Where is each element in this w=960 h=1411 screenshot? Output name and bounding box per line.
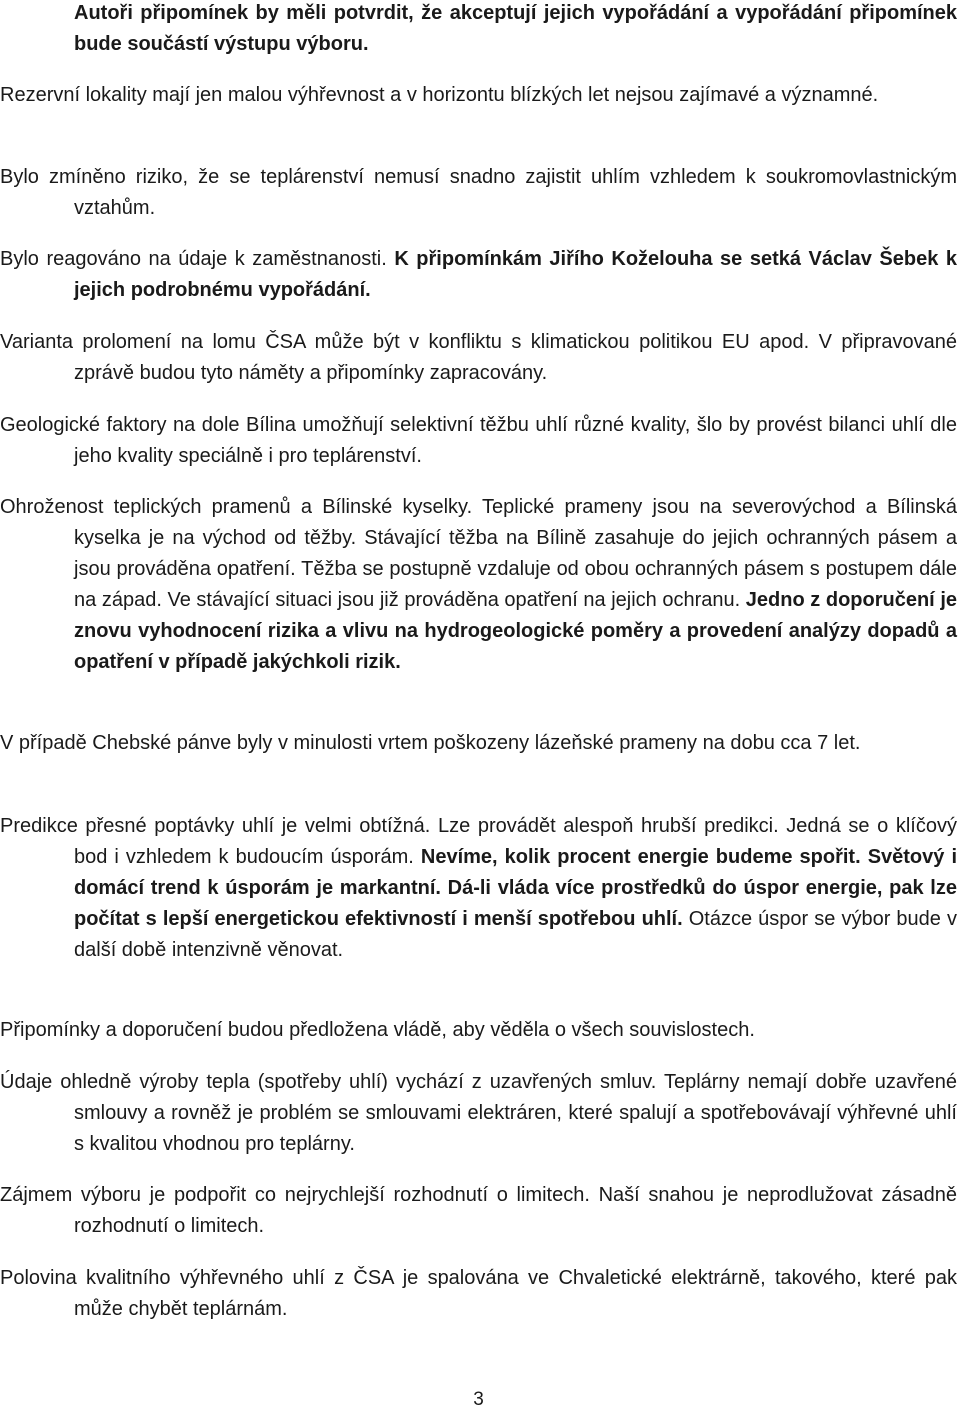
paragraph-reserve-localities (0, 80, 957, 111)
paragraph-text: Připomínky a doporučení budou předložena vládě, aby věděla o všech souvislostech. (0, 1019, 755, 1041)
paragraph-springs-threat (0, 492, 957, 678)
paragraph-employment (0, 244, 957, 306)
paragraph-text: Otázce úspor se výbor bude v další době intenzivně věnovat. (74, 908, 957, 961)
paragraph-text: Bylo reagováno na údaje k zaměstnanosti. (0, 248, 395, 270)
paragraph-recommendations (0, 1015, 957, 1046)
page-number: 3 (473, 1389, 484, 1410)
paragraph-text: Varianta prolomení na lomu ČSA může být v konfliktu s klimatickou politikou EU apod. V připravované zprávě budou tyto náměty a připomínky zapracovány. (0, 331, 957, 384)
paragraph-text: Geologické faktory na dole Bílina umožňují selektivní těžbu uhlí různé kvality, šlo by provést bilanci uhlí dle jeho kvality speciálně i pro teplárenství. (0, 414, 957, 467)
paragraph-text: Predikce přesné poptávky uhlí je velmi obtížná. Lze provádět alespoň hrubší predikci. Jedná se o klíčový bod i vzhledem k budoucím úsporám. (0, 815, 957, 868)
paragraph-heat-production (0, 1067, 957, 1160)
paragraph-bold-text: K připomínkám Jiřího Koželouha se setká Václav Šebek k jejich podrobnému vypořádání. (74, 248, 958, 301)
paragraph-demand-prediction (0, 811, 957, 966)
paragraph-geological-factors (0, 410, 957, 472)
paragraph-quality-coal (0, 1263, 957, 1325)
paragraph-committee-interest (0, 1180, 957, 1242)
paragraph-text: Polovina kvalitního výhřevného uhlí z ČSA je spalována ve Chvaletické elektrárně, takového, které pak může chybět teplárnám. (0, 1267, 957, 1320)
paragraph-bold-text: Jedno z doporučení je znovu vyhodnocení rizika a vlivu na hydrogeologické poměry a provedení analýzy dopadů a opatření v případě jakýchkoli rizik. (74, 589, 957, 673)
paragraph-text: Ohroženost teplických pramenů a Bílinské kyselky. Teplické prameny jsou na severovýchod a Bílinská kyselka je na východ od těžby. Stávající těžba na Bílině zasahuje do jejich ochranných pásem a jsou prováděna opatření. Těžba se postupně vzdaluje od obou ochranných pásem s postupem dále na západ. Ve stávající situaci jsou již prováděna opatření na jejich ochranu. (0, 496, 957, 611)
paragraph-csa-variant (0, 327, 957, 389)
paragraph-text: Údaje ohledně výroby tepla (spotřeby uhlí) vychází z uzavřených smluv. Teplárny nemají dobře uzavřené smlouvy a rovněž je problém se smlouvami elektráren, které spalují a spotřebovávají výhřevné uhlí s kvalitou vhodnou pro teplárny. (0, 1071, 957, 1155)
paragraph-text: Bylo zmíněno riziko, že se teplárenství nemusí snadno zajistit uhlím vzhledem k soukromovlastnickým vztahům. (0, 166, 957, 219)
paragraph-heating-risk (0, 162, 957, 224)
paragraph-text: V případě Chebské pánve byly v minulosti vrtem poškozeny lázeňské prameny na dobu cca 7 let. (0, 732, 861, 754)
paragraph-comment-authors (0, 0, 957, 60)
paragraph-bold-text: Nevíme, kolik procent energie budeme spořit. Světový i domácí trend k úsporám je markantní. Dá-li vláda více prostředků do úspor energie, pak lze počítat s lepší energetickou efektivností i menší spotřebou uhlí. (74, 846, 957, 930)
paragraph-text: Zájmem výboru je podpořit co nejrychlejší rozhodnutí o limitech. Naší snahou je neprodlužovat zásadně rozhodnutí o limitech. (0, 1184, 957, 1237)
paragraph-text: Autoři připomínek by měli potvrdit, že akceptují jejich vypořádání a vypořádání připomínek bude součástí výstupu výboru. (74, 2, 957, 55)
paragraph-text: Rezervní lokality mají jen malou výhřevnost a v horizontu blízkých let nejsou zajímavé a významné. (0, 84, 879, 106)
paragraph-cheb-basin (0, 728, 957, 759)
